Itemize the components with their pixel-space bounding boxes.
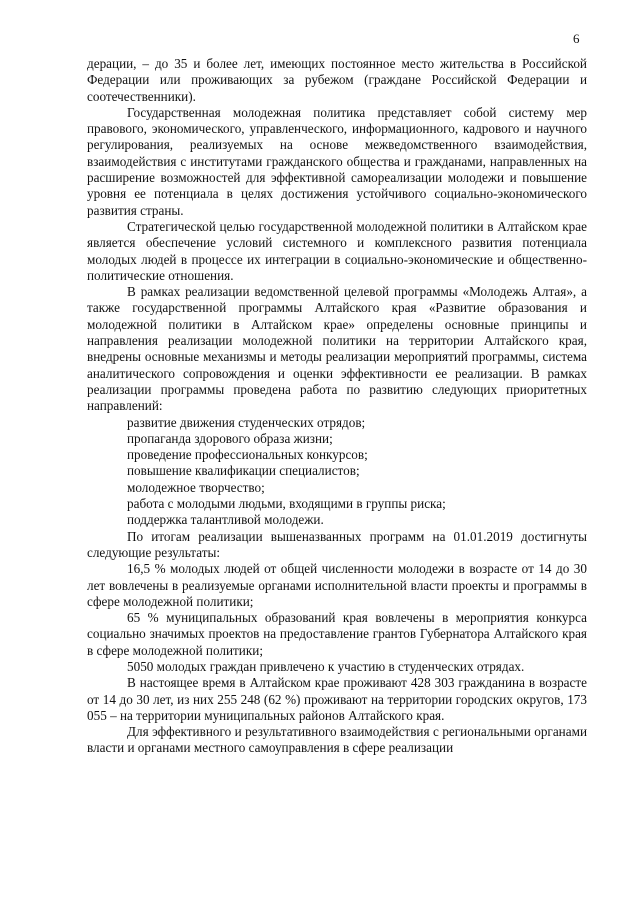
paragraph-population: В настоящее время в Алтайском крае проживают 428 303 гражданина в возрасте от 14 до 30 лет, из них 255 248 (62 %) проживают на территории городских округов, 173 055 – на территории муниципальных районов Алтайского края. <box>87 675 587 723</box>
page-body <box>87 56 587 757</box>
paragraph-programs: В рамках реализации ведомственной целевой программы «Молодежь Алтая», а также государственной программы Алтайского края «Развитие образования и молодежной политики в Алтайском крае» определены основные принципы и направления реализации молодежной политики на территории Алтайского края, внедрены основные механизмы и методы реализации мероприятий программы, система аналитического сопровождения и оценки эффективности ее реализации. В рамках реализации программы проведена работа по развитию следующих приоритетных направлений: <box>87 284 587 414</box>
result-item: 16,5 % молодых людей от общей численности молодежи в возрасте от 14 до 30 лет вовлечены в реализуемые органами исполнительной власти проекты и программы в сфере молодежной политики; <box>87 561 587 609</box>
result-item: 65 % муниципальных образований края вовлечены в мероприятия конкурса социально значимых проектов на предоставление грантов Губернатора Алтайского края в сфере молодежной политики; <box>87 610 587 658</box>
list-item: работа с молодыми людьми, входящими в группы риска; <box>127 496 446 512</box>
paragraph-strategic-goal: Стратегической целью государственной молодежной политики в Алтайском крае является обеспечение условий системного и комплексного развития потенциала молодых людей в процессе их интеграции в социально-экономические и общественно-политические отношения. <box>87 218 587 283</box>
list-item: проведение профессиональных конкурсов; <box>127 447 368 463</box>
paragraph-results-intro: По итогам реализации вышеназванных программ на 01.01.2019 достигнуты следующие результаты: <box>87 528 587 560</box>
paragraph-closing: Для эффективного и результативного взаимодействия с региональными органами власти и органами местного самоуправления в сфере реализации <box>87 724 587 756</box>
list-item: молодежное творчество; <box>127 479 265 495</box>
list-item: поддержка талантливой молодежи. <box>127 512 324 528</box>
paragraph-policy-definition: Государственная молодежная политика представляет собой систему мер правового, экономического, управленческого, информационного, кадрового и научного регулирования, реализуемых на основе межведомственного взаимодействия, взаимодействия с институтами гражданского общества и гражданами, направленных на расширение возможностей для эффективной самореализации молодежи и повышение уровня ее потенциала в целях достижения устойчивого социально-экономического развития страны. <box>87 104 587 218</box>
page-number: 6 <box>573 31 580 46</box>
list-item: повышение квалификации специалистов; <box>127 463 360 479</box>
directions-list <box>87 415 587 529</box>
result-item: 5050 молодых граждан привлечено к участию в студенческих отрядах. <box>127 658 525 674</box>
list-item: развитие движения студенческих отрядов; <box>127 414 366 430</box>
list-item: пропаганда здорового образа жизни; <box>127 430 333 446</box>
paragraph-continuation: дерации, – до 35 и более лет, имеющих постоянное место жительства в Российской Федерации или проживающих за рубежом (граждане Российской Федерации и соотечественники). <box>87 56 587 104</box>
